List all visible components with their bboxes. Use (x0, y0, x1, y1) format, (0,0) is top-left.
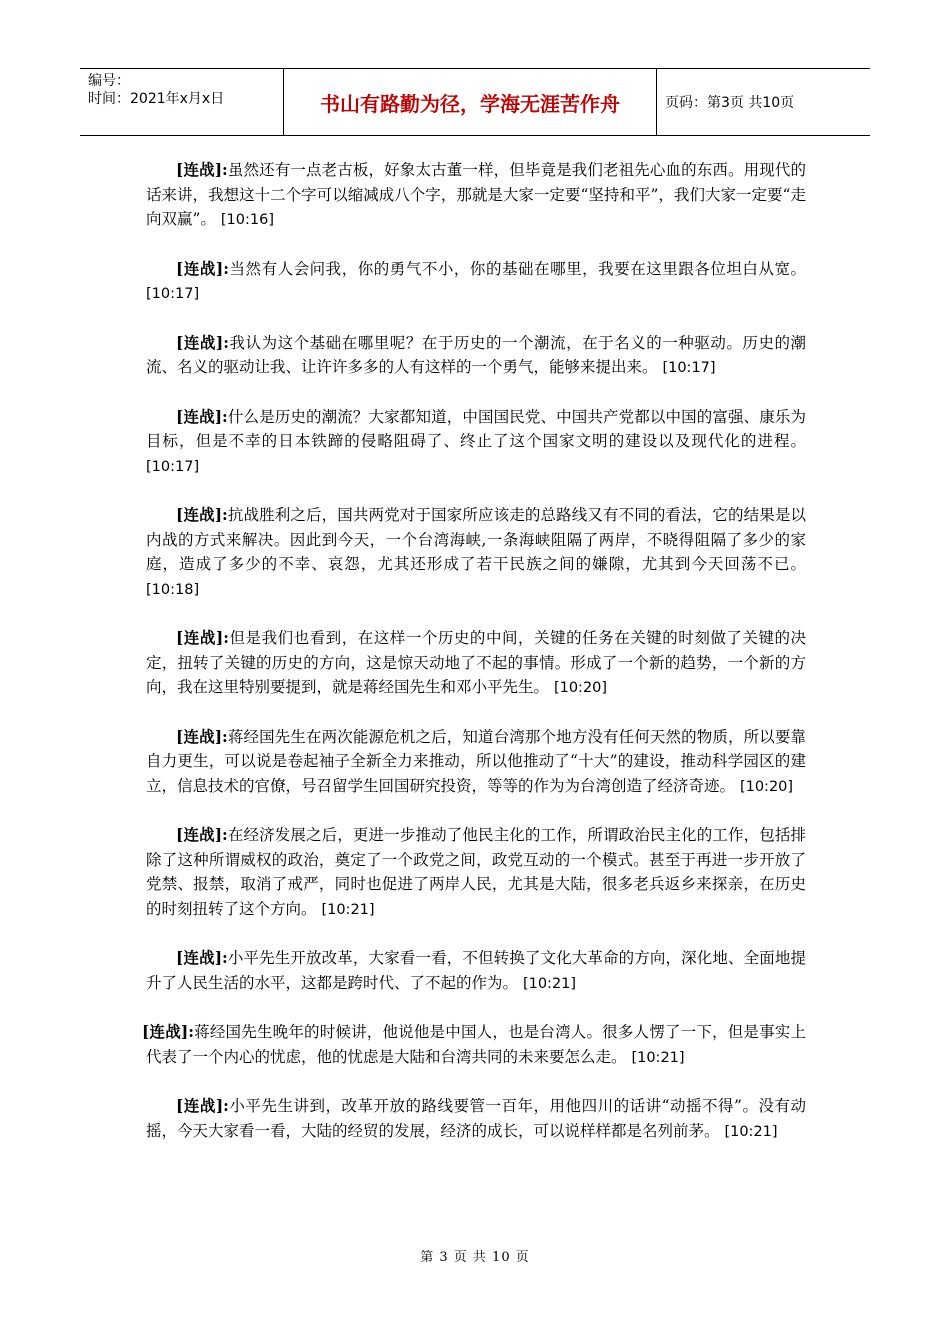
transcript-paragraph (146, 503, 806, 602)
speaker-label: [连战]: (176, 726, 228, 746)
speaker-label: [连战]: (142, 1022, 194, 1041)
paragraph-text: 小平先生讲到，改革开放的路线要管一百年，用他四川的话讲“动摇不得”。没有动摇，今天大家看一看，大陆的经贸的发展，经济的成长，可以说样样都是名列前茅。 (146, 1097, 807, 1140)
speaker-label: [连战]: (176, 160, 228, 179)
timestamp: [10:16] (220, 212, 274, 228)
paragraph-text: 蒋经国先生在两次能源危机之后，知道台湾那个地方没有任何天然的物质，所以要靠自力更生，可以说是卷起袖子全新全力来推动，所以他推动了“十大”的建设，推动科学园区的建立，信息技术的官僚，号召留学生回国研究投资，等等的作为为台湾创造了经济奇迹。 (146, 727, 806, 795)
paragraph-text: 我认为这个基础在哪里呢？在于历史的一个潮流，在于名义的一种驱动。历史的潮流、名义的驱动让我、让许许多多的人有这样的一个勇气，能够来提出来。 (146, 333, 806, 376)
speaker-label: [连战]: (176, 628, 229, 647)
paragraph-text: 当然有人会问我，你的勇气不小，你的基础在哪里，我要在这里跟各位坦白从宽。 (228, 259, 806, 278)
page-header (80, 68, 870, 136)
page-footer: 第 3 页 共 10 页 (420, 1250, 530, 1265)
transcript-paragraph (146, 257, 806, 307)
transcript-paragraph (146, 405, 806, 480)
document-body (142, 158, 807, 1168)
timestamp: [10:18] (146, 581, 200, 598)
document-time-label: 时间：2021年x月x日 (88, 91, 225, 107)
transcript-paragraph (146, 158, 806, 233)
timestamp: [10:21] (522, 975, 577, 992)
timestamp: [10:17] (146, 286, 200, 302)
speaker-label: [连战]: (176, 505, 228, 524)
paragraph-text: 但是我们也看到，在这样一个历史的中间，关键的任务在关键的时刻做了关键的决定，扭转了关键的历史的方向，这是惊天动地了不起的事情。形成了一个新的趋势，一个新的方向，我在这里特别要提到，就是蒋经国先生和邓小平先生。 (146, 629, 806, 696)
paragraph-text: 小平先生开放改革，大家看一看，不但转换了文化大革命的方向，深化地、全面地提升了人民生活的水平，这都是跨时代、了不起的作为。 (146, 949, 806, 992)
timestamp: [10:20] (739, 778, 794, 795)
transcript-paragraph (142, 1020, 806, 1070)
header-page-number: 页码：第3页 共10页 (665, 95, 795, 111)
timestamp: [10:21] (724, 1123, 778, 1140)
paragraph-text: 抗战胜利之后，国共两党对于国家所应该走的总路线又有不同的看法，它的结果是以内战的方式来解决。因此到今天，一个台湾海峡,一条海峡阻隔了两岸，不晓得阻隔了多少的家庭，造成了多少的不幸、哀怨，尤其还形成了若干民族之间的嫌隙，尤其到今天回荡不已。 (146, 506, 806, 573)
speaker-label: [连战]: (176, 258, 229, 278)
transcript-paragraph (146, 331, 806, 381)
paragraph-text: 蒋经国先生晚年的时候讲，他说他是中国人，也是台湾人。很多人愣了一下，但是事实上代表了一个内心的忧虑，他的忧虑是大陆和台湾共同的未来要怎么走。 (146, 1023, 806, 1066)
transcript-paragraph (146, 725, 806, 800)
speaker-label: [连战]: (176, 332, 229, 352)
timestamp: [10:17] (662, 360, 716, 376)
speaker-label: [连战]: (176, 825, 228, 844)
header-motto: 书山有路勤为径，学海无涯苦作舟 (284, 69, 657, 135)
header-meta (80, 69, 284, 135)
document-number-label: 编号： (88, 73, 130, 89)
transcript-paragraph (146, 946, 806, 996)
transcript-paragraph (146, 1094, 806, 1144)
transcript-paragraph (146, 823, 806, 922)
timestamp: [10:21] (321, 901, 375, 918)
speaker-label: [连战]: (176, 948, 228, 967)
timestamp: [10:17] (146, 458, 200, 475)
paragraph-text: 什么是历史的潮流？大家都知道，中国国民党、中国共产党都以中国的富强、康乐为目标，但是不幸的日本铁蹄的侵略阻碍了、终止了这个国家文明的建设以及现代化的进程。 (146, 407, 806, 450)
paragraph-text: 虽然还有一点老古板，好象太古董一样，但毕竟是我们老祖先心血的东西。用现代的话来讲，我想这十二个字可以缩减成八个字，那就是大家一定要“坚持和平”，我们大家一定要“走向双赢”。 (146, 161, 806, 228)
transcript-paragraph (146, 626, 806, 701)
timestamp: [10:21] (631, 1049, 685, 1066)
timestamp: [10:20] (553, 680, 608, 696)
speaker-label: [连战]: (176, 1096, 229, 1115)
speaker-label: [连战]: (176, 406, 228, 426)
paragraph-text: 在经济发展之后，更进一步推动了他民主化的工作，所谓政治民主化的工作，包括排除了这种所谓威权的政治，奠定了一个政党之间，政党互动的一个模式。甚至于再进一步开放了党禁、报禁，取消了戒严，同时也促进了两岸人民，尤其是大陆，很多老兵返乡来探亲，在历史的时刻扭转了这个方向。 (146, 826, 806, 918)
